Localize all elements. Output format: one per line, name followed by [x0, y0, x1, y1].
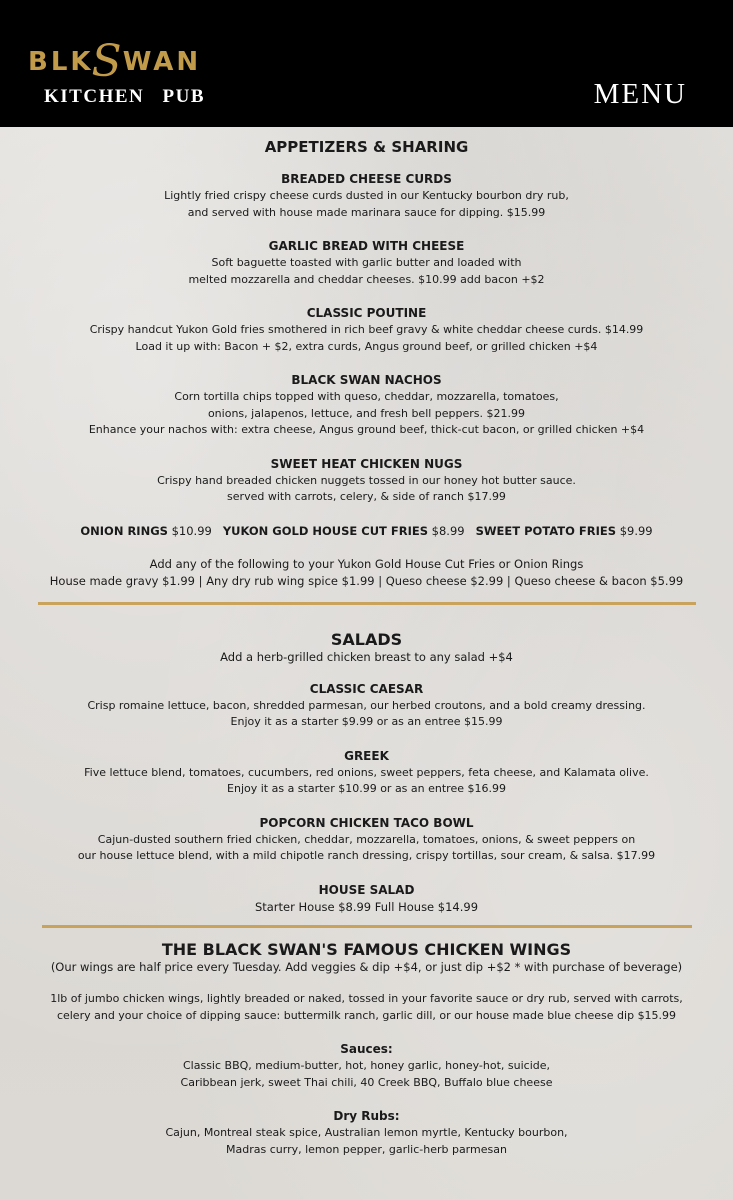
item-name: GREEK: [344, 748, 389, 763]
menu-content: [0, 127, 733, 1158]
side-price: $10.99: [171, 523, 212, 538]
item-name: CLASSIC CAESAR: [309, 681, 424, 696]
menu-item-popcorn-chicken-taco-bowl: [0, 815, 733, 865]
menu-item-classic-caesar: [0, 681, 733, 731]
item-description: Corn tortilla chips topped with queso, cheddar, mozzarella, tomatoes,: [174, 390, 559, 403]
menu-title: MENU: [593, 78, 687, 110]
menu-item-black-swan-nachos: [0, 372, 733, 439]
sauces-title: Sauces:: [340, 1042, 393, 1056]
side-name: ONION RINGS: [80, 523, 168, 538]
wings-title: THE BLACK SWAN'S FAMOUS CHICKEN WINGS: [161, 940, 572, 959]
item-description: onions, jalapenos, lettuce, and fresh bell peppers. $21.99: [207, 406, 526, 420]
dry-rubs-list: Madras curry, lemon pepper, garlic-herb parmesan: [226, 1142, 507, 1156]
item-description: Crispy handcut Yukon Gold fries smothered in rich beef gravy & white cheddar cheese curds. $14.99: [89, 323, 644, 336]
menu-item-garlic-bread: [0, 238, 733, 288]
item-name: SWEET HEAT CHICKEN NUGS: [270, 456, 463, 471]
logo-subtitle: KITCHEN PUB: [44, 86, 205, 107]
menu-item-sweet-heat-nugs: [0, 456, 733, 506]
item-name: HOUSE SALAD: [318, 882, 415, 897]
item-name: CLASSIC POUTINE: [306, 306, 427, 320]
item-description: Enjoy it as a starter $9.99 or as an entree $15.99: [230, 715, 503, 728]
side-price: $9.99: [619, 523, 653, 538]
wings-description: celery and your choice of dipping sauce: buttermilk ranch, garlic dill, or our house made blue cheese dip $15.99: [56, 1008, 677, 1022]
item-description: our house lettuce blend, with a mild chipotle ranch dressing, crispy tortillas, sour cream, & salsa. $17.99: [77, 849, 656, 862]
dry-rubs-title: Dry Rubs:: [333, 1109, 400, 1123]
menu-header: [0, 0, 733, 127]
side-price: $8.99: [431, 523, 465, 538]
item-name: BREADED CHEESE CURDS: [281, 172, 452, 186]
sauces-list: Classic BBQ, medium-butter, hot, honey garlic, honey-hot, suicide,: [182, 1059, 551, 1072]
item-description: served with carrots, celery, & side of ranch $17.99: [227, 490, 506, 503]
menu-item-breaded-cheese-curds: [0, 171, 733, 221]
logo-text-right: WAN: [122, 47, 202, 77]
item-description: and served with house made marinara sauce for dipping. $15.99: [187, 205, 546, 219]
logo-swan-s: S: [91, 36, 125, 87]
item-description: Five lettuce blend, tomatoes, cucumbers, red onions, sweet peppers, feta cheese, and Kalamata olive.: [84, 765, 649, 779]
menu-item-classic-poutine: [0, 305, 733, 355]
item-name: BLACK SWAN NACHOS: [291, 373, 442, 387]
side-name: YUKON GOLD HOUSE CUT FRIES: [222, 523, 429, 538]
menu-item-house-salad: [0, 882, 733, 916]
item-name: GARLIC BREAD WITH CHEESE: [268, 239, 465, 253]
appetizers-title: APPETIZERS & SHARING: [264, 138, 469, 156]
blk-swan-logo: [28, 36, 201, 87]
wings-description: 1lb of jumbo chicken wings, lightly breaded or naked, tossed in your favorite sauce or dry rub, served with carrots,: [50, 992, 683, 1005]
item-description: Lightly fried crispy cheese curds dusted in our Kentucky bourbon dry rub,: [164, 189, 569, 202]
sides-line: [0, 523, 733, 540]
item-description: melted mozzarella and cheddar cheeses. $10.99 add bacon +$2: [188, 272, 545, 286]
addons-line: House made gravy $1.99 | Any dry rub wing spice $1.99 | Queso cheese $2.99 | Queso cheese & bacon $5.99: [49, 573, 684, 588]
item-name: POPCORN CHICKEN TACO BOWL: [259, 815, 474, 830]
salads-subtitle: Add a herb-grilled chicken breast to any salad +$4: [220, 649, 513, 664]
dry-rubs-list: Cajun, Montreal steak spice, Australian lemon myrtle, Kentucky bourbon,: [165, 1126, 568, 1139]
sauces-list: Caribbean jerk, sweet Thai chili, 40 Creek BBQ, Buffalo blue cheese: [180, 1075, 553, 1089]
menu-item-greek: [0, 748, 733, 798]
wings-note: (Our wings are half price every Tuesday. Add veggies & dip +$4, or just dip +$2 * with purchase of beverage): [50, 960, 683, 974]
item-description: Enhance your nachos with: extra cheese, Angus ground beef, thick-cut bacon, or grilled chicken +$4: [88, 423, 645, 436]
item-description: Crisp romaine lettuce, bacon, shredded parmesan, our herbed croutons, and a bold creamy dressing.: [87, 698, 646, 712]
item-description: Load it up with: Bacon + $2, extra curds, Angus ground beef, or grilled chicken +$4: [135, 339, 598, 353]
salads-title: SALADS: [330, 629, 403, 649]
item-description: Cajun-dusted southern fried chicken, cheddar, mozzarella, tomatoes, onions, & sweet peppers on: [97, 832, 636, 846]
logo-text-left: BLK: [28, 47, 94, 77]
addons-intro: Add any of the following to your Yukon Gold House Cut Fries or Onion Rings: [149, 556, 584, 571]
side-name: SWEET POTATO FRIES: [475, 523, 617, 538]
item-description: Soft baguette toasted with garlic butter and loaded with: [211, 256, 522, 269]
item-description: Crispy hand breaded chicken nuggets tossed in our honey hot butter sauce.: [157, 473, 576, 487]
item-description: Starter House $8.99 Full House $14.99: [254, 899, 479, 914]
item-description: Enjoy it as a starter $10.99 or as an entree $16.99: [227, 782, 506, 795]
